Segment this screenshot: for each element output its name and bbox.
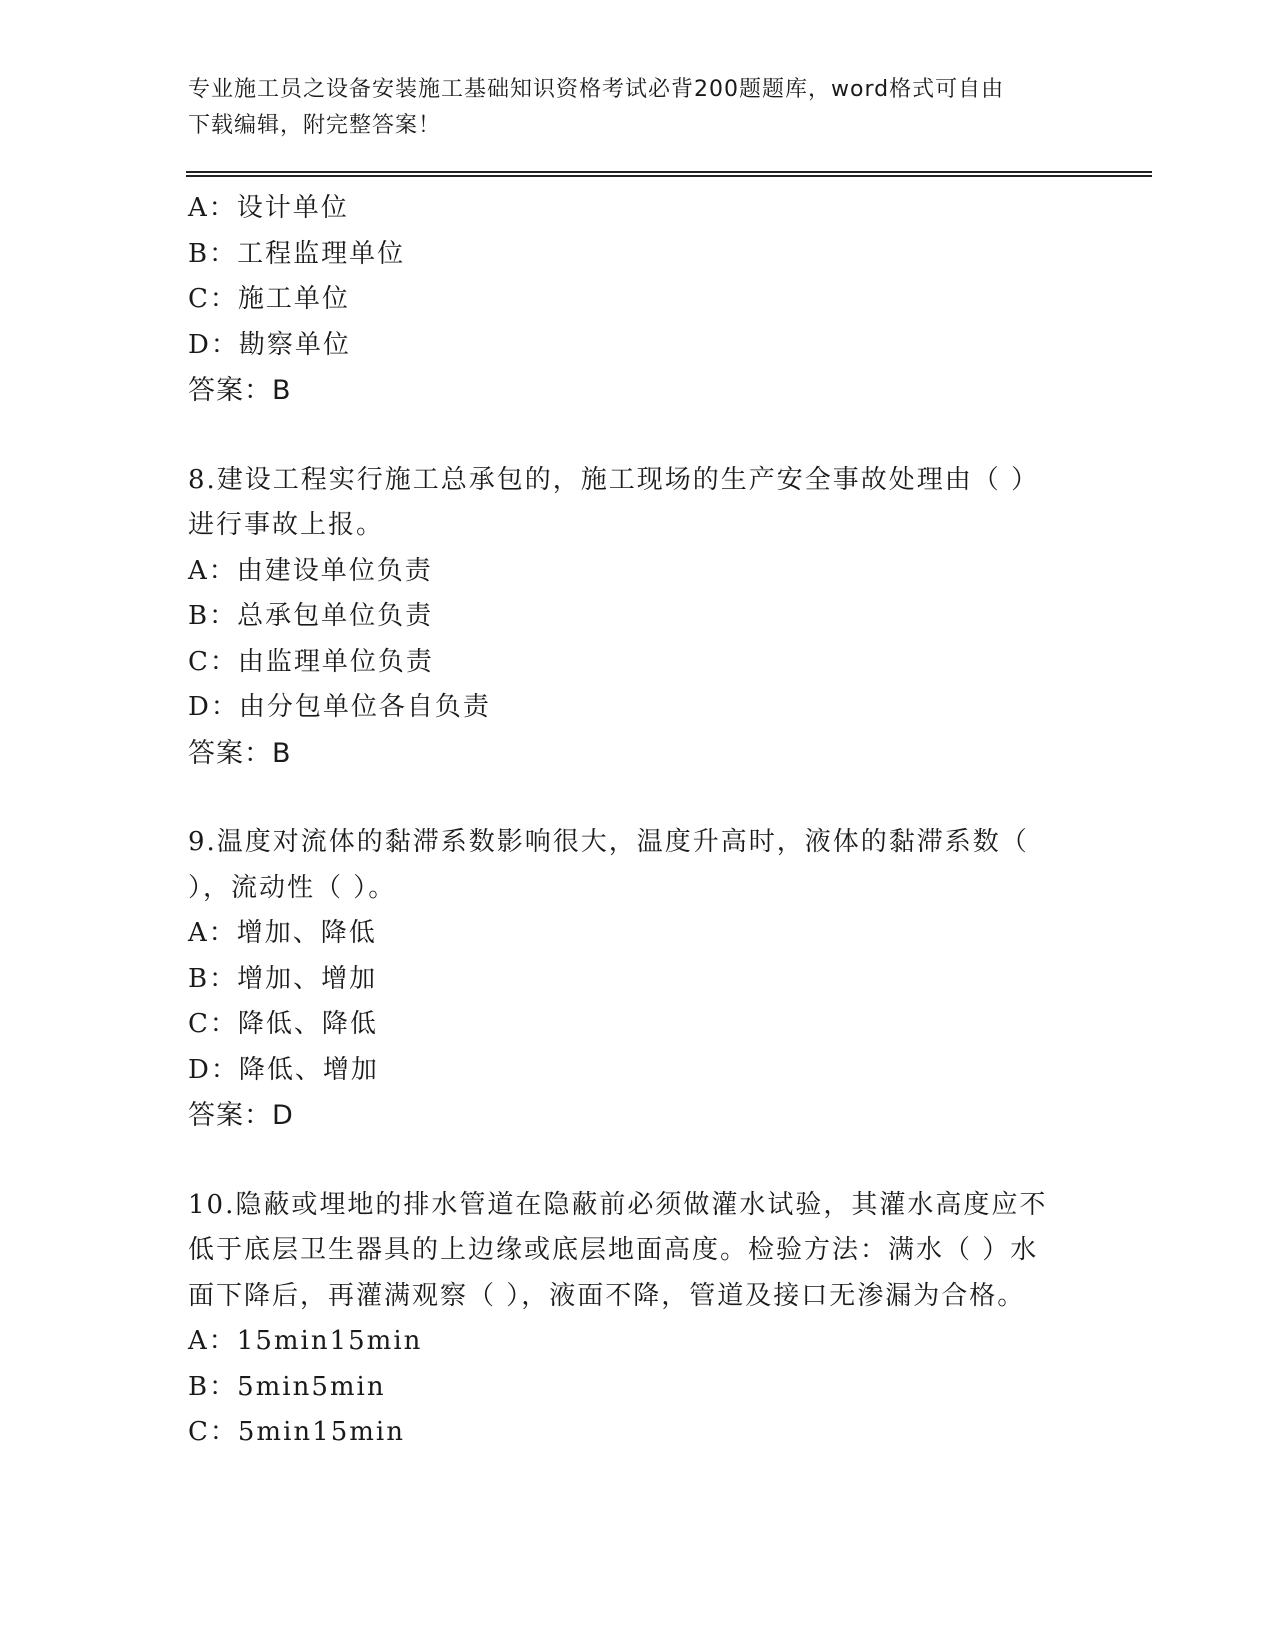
header-rule-bottom bbox=[186, 175, 1152, 177]
option-d: D：降低、增加 bbox=[188, 1054, 379, 1085]
option-d: D：勘察单位 bbox=[188, 329, 351, 360]
question-list bbox=[188, 186, 1068, 1456]
question-text-line: 进行事故上报。 bbox=[188, 510, 385, 540]
option-b: B：总承包单位负责 bbox=[188, 601, 434, 631]
question-gap bbox=[188, 776, 1068, 820]
option-d: D：由分包单位各自负责 bbox=[188, 692, 491, 722]
question-text-line: 面下降后，再灌满观察（ ），液面不降，管道及接口无渗漏为合格。 bbox=[188, 1280, 1026, 1311]
option-a: A：15min15min bbox=[188, 1326, 423, 1356]
header-line-1: 专业施工员之设备安装施工基础知识资格考试必背200题题库，word格式可自由 bbox=[188, 77, 1005, 102]
question-text-line: 8.建设工程实行施工总承包的，施工现场的生产安全事故处理由（ ） bbox=[188, 464, 1040, 495]
question-text-line: 10.隐蔽或埋地的排水管道在隐蔽前必须做灌水试验，其灌水高度应不 bbox=[188, 1189, 1048, 1220]
option-c: C：施工单位 bbox=[188, 284, 350, 314]
option-a: A：由建设单位负责 bbox=[188, 555, 433, 586]
answer-line: 答案：B bbox=[188, 737, 292, 769]
header-rule-top bbox=[186, 171, 1152, 173]
question-block-9 bbox=[188, 820, 1068, 1139]
option-a: A：增加、降低 bbox=[188, 918, 377, 948]
option-a: A：设计单位 bbox=[188, 193, 349, 223]
question-block-7 bbox=[188, 186, 1068, 414]
option-c: C：5min15min bbox=[188, 1417, 405, 1447]
question-gap bbox=[188, 414, 1068, 458]
question-gap bbox=[188, 1139, 1068, 1183]
answer-line: 答案：D bbox=[188, 1100, 294, 1131]
question-text-line: 9.温度对流体的黏滞系数影响很大，温度升高时，液体的黏滞系数（ bbox=[188, 827, 1029, 857]
option-c: C：降低、降低 bbox=[188, 1009, 378, 1039]
answer-line: 答案：B bbox=[188, 375, 292, 406]
header-line-2: 下载编辑，附完整答案！ bbox=[188, 113, 442, 138]
question-block-10 bbox=[188, 1183, 1068, 1456]
question-block-8 bbox=[188, 458, 1068, 777]
question-text-line: ），流动性（ ）。 bbox=[188, 872, 397, 903]
document-header bbox=[188, 72, 1088, 144]
question-text-line: 低于底层卫生器具的上边缘或底层地面高度。检验方法：满水（ ）水 bbox=[188, 1235, 1039, 1265]
option-b: B：5min5min bbox=[188, 1371, 386, 1402]
option-c: C：由监理单位负责 bbox=[188, 646, 434, 677]
option-b: B：工程监理单位 bbox=[188, 238, 406, 269]
option-b: B：增加、增加 bbox=[188, 963, 378, 994]
